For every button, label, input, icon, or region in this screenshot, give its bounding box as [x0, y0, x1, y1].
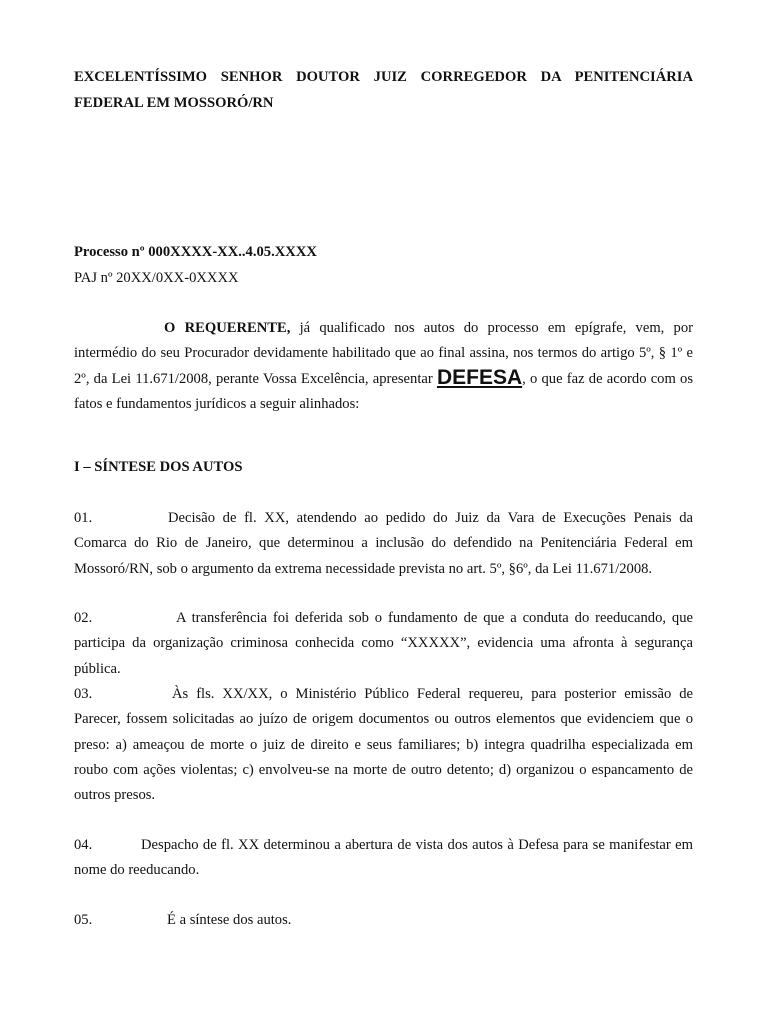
item-number: 03.: [74, 686, 93, 702]
list-item: [74, 833, 693, 884]
defesa-highlight: DEFESA: [436, 365, 523, 389]
intro-paragraph: [74, 316, 693, 417]
item-text: Despacho de fl. XX determinou a abertura de vista dos autos à Defesa para se manifestar em nome do reeducando.: [74, 837, 693, 879]
document-heading: EXCELENTÍSSIMO SENHOR DOUTOR JUIZ CORREGEDOR DA PENITENCIÁRIA FEDERAL EM MOSSORÓ/RN: [74, 69, 693, 111]
item-number: 02.: [74, 610, 93, 626]
intro-text-before: já qualificado nos autos do processo em epígrafe, vem, por intermédio do seu Procurador devidamente habilitado que ao final assina, nos termos do artigo 5º, § 1º e 2º, da Lei 11.671/2008, perante Vossa Excelência, apresentar: [74, 320, 694, 387]
item-number: 05.: [74, 912, 93, 928]
list-item: [74, 506, 693, 582]
section-title: I – SÍNTESE DOS AUTOS: [74, 459, 243, 475]
item-text: Decisão de fl. XX, atendendo ao pedido do Juiz da Vara de Execuções Penais da Comarca do Rio de Janeiro, que determinou a inclusão do defendido na Penitenciária Federal em Mossoró/RN, sob o argumento da extrema necessidade prevista no art. 5º, §6º, da Lei 11.671/2008.: [74, 510, 693, 577]
list-item: [74, 908, 693, 933]
item-number: 01.: [74, 510, 93, 526]
paj-number: PAJ nº 20XX/0XX-0XXXX: [74, 270, 239, 286]
intro-subject: O REQUERENTE,: [164, 320, 291, 336]
process-number: Processo nº 000XXXX-XX..4.05.XXXX: [74, 244, 317, 260]
document-page: [74, 0, 693, 1024]
item-text: A transferência foi deferida sob o fundamento de que a conduta do reeducando, que participa da organização criminosa conhecida como “XXXXX”, evidencia uma afronta à segurança pública.: [74, 610, 693, 677]
list-item: [74, 682, 693, 808]
item-text: Às fls. XX/XX, o Ministério Público Federal requereu, para posterior emissão de Parecer, fossem solicitadas ao juízo de origem documentos ou outros elementos que evidenciem que o preso: a) ameaçou de morte o juiz de direito e seus familiares; b) integra quadrilha especializada em roubo com ações violentas; c) envolveu-se na morte de outro detento; d) organizou o espancamento de outros presos.: [74, 686, 693, 804]
item-text: É a síntese dos autos.: [167, 912, 292, 928]
intro-text-after: , o que faz de acordo com os fatos e fundamentos jurídicos a seguir alinhados:: [74, 370, 694, 412]
list-item: [74, 606, 693, 682]
item-number: 04.: [74, 837, 93, 853]
